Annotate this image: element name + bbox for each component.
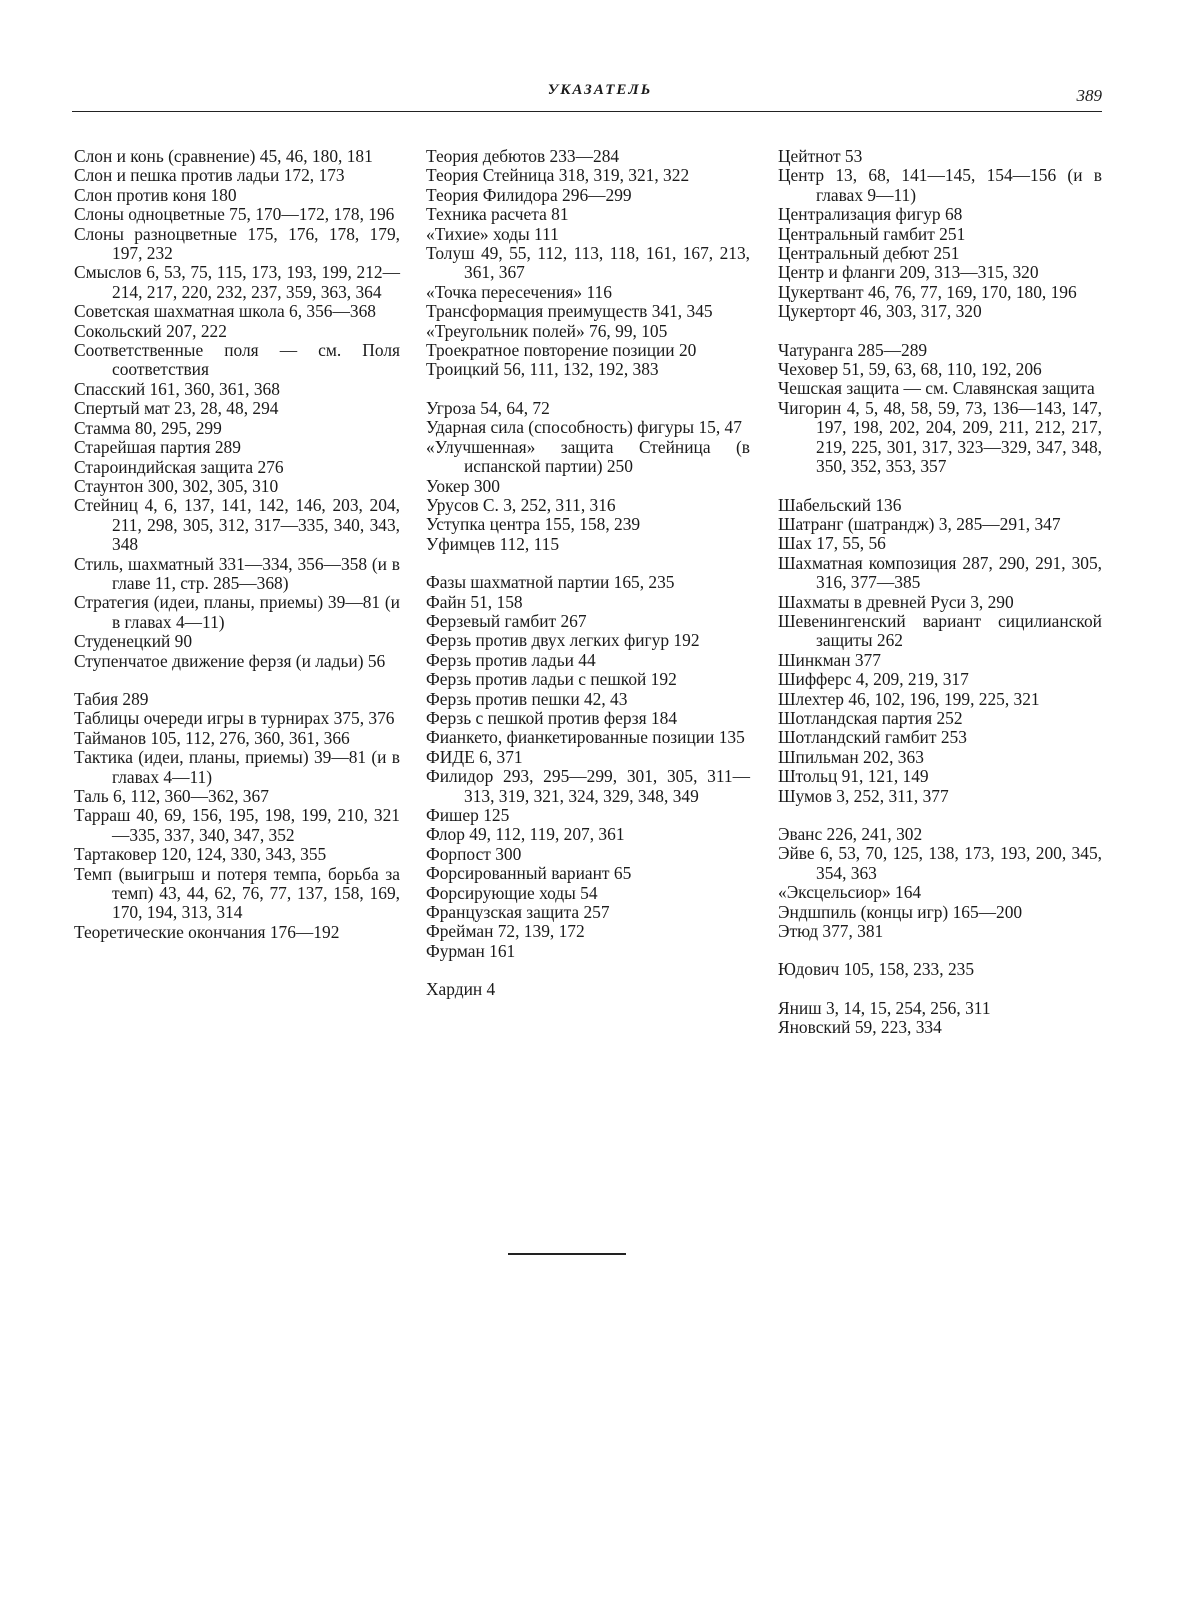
index-column-2 <box>426 147 750 1000</box>
index-entry: Шпильман 202, 363 <box>778 746 924 767</box>
index-entry: Таль 6, 112, 360—362, 367 <box>74 786 269 806</box>
index-entry: Чатуранга 285—289 <box>778 339 928 360</box>
index-entry: Яновский 59, 223, 334 <box>778 1017 942 1038</box>
index-entry: Табия 289 <box>74 688 149 709</box>
index-entry: Форпост 300 <box>426 843 522 864</box>
index-entry: «Треугольник полей» 76, 99, 105 <box>426 320 668 341</box>
index-entry: Централизация фигур 68 <box>778 204 963 225</box>
index-entry: Этюд 377, 381 <box>778 921 884 942</box>
index-entry: Филидор 293, 295—299, 301, 305, 311—313, 319, 321, 324, 329, 348, 349 <box>426 766 750 806</box>
index-entry: Таблицы очереди игры в турнирах 375, 376 <box>74 708 395 729</box>
index-entry: «Точка пересечения» 116 <box>426 281 612 302</box>
index-entry: Ферзь против ладьи с пешкой 192 <box>426 669 677 690</box>
index-entry: Фишер 125 <box>426 805 510 825</box>
index-entry: Тарраш 40, 69, 156, 195, 198, 199, 210, 321—335, 337, 340, 347, 352 <box>74 805 400 845</box>
index-entry: Шахматы в древней Руси 3, 290 <box>778 591 1014 612</box>
index-entry: Шифферс 4, 209, 219, 317 <box>778 669 969 690</box>
index-entry: Теоретические окончания 176—192 <box>74 921 340 942</box>
index-entry: Троекратное повторение позиции 20 <box>426 340 697 361</box>
index-entry: «Улучшенная» защита Стейница (в испанской партии) 250 <box>426 436 750 477</box>
index-entry: Шабельский 136 <box>778 494 902 515</box>
index-entry: Эндшпиль (концы игр) 165—200 <box>778 901 1023 922</box>
index-entry: Соответственные поля — см. Поля соответствия <box>74 340 400 380</box>
index-entry: Фианкето, фианкетированные позиции 135 <box>426 727 745 748</box>
index-entry: Файн 51, 158 <box>426 591 523 612</box>
index-entry: Фазы шахматной партии 165, 235 <box>426 572 675 593</box>
index-entry: Хардин 4 <box>426 979 496 1000</box>
index-entry: Уфимцев 112, 115 <box>426 533 560 554</box>
index-entry: Стамма 80, 295, 299 <box>74 417 222 438</box>
index-entry: Эванс 226, 241, 302 <box>778 824 923 844</box>
index-entry: Чеховер 51, 59, 63, 68, 110, 192, 206 <box>778 359 1042 380</box>
index-entry: Цейтнот 53 <box>778 146 863 166</box>
index-entry: Ферзь против двух легких фигур 192 <box>426 630 700 651</box>
index-entry: Яниш 3, 14, 15, 254, 256, 311 <box>778 997 991 1018</box>
index-entry: Юдович 105, 158, 233, 235 <box>778 959 975 980</box>
index-entry: Тактика (идеи, планы, приемы) 39—81 (и в главах 4—11) <box>74 747 400 787</box>
index-entry: Ферзь с пешкой против ферзя 184 <box>426 707 678 728</box>
index-entry: Урусов С. 3, 252, 311, 316 <box>426 494 616 515</box>
index-entry: Сокольский 207, 222 <box>74 320 227 341</box>
index-entry: «Эксцельсиор» 164 <box>778 882 922 903</box>
index-entry: Флор 49, 112, 119, 207, 361 <box>426 824 625 845</box>
index-entry: Стейниц 4, 6, 137, 141, 142, 146, 203, 204, 211, 298, 305, 312, 317—335, 340, 343, 348 <box>74 495 400 555</box>
index-entry: Цукертвант 46, 76, 77, 169, 170, 180, 196 <box>778 281 1077 302</box>
index-entry: Старейшая партия 289 <box>74 437 241 458</box>
index-entry: Шах 17, 55, 56 <box>778 533 886 554</box>
header-rule <box>72 111 1102 112</box>
index-entry: Чигорин 4, 5, 48, 58, 59, 73, 136—143, 147, 197, 198, 202, 204, 209, 211, 212, 217, 219, 225, 301, 317, 323—329, 347, 348, 350, 352, 353, 357 <box>778 397 1102 477</box>
index-entry: Тайманов 105, 112, 276, 360, 361, 366 <box>74 727 350 748</box>
index-entry: Студенецкий 90 <box>74 631 193 652</box>
index-entry: Штольц 91, 121, 149 <box>778 766 929 787</box>
index-entry: «Тихие» ходы 111 <box>426 223 559 244</box>
index-entry: ФИДЕ 6, 371 <box>426 746 523 767</box>
index-entry: Эйве 6, 53, 70, 125, 138, 173, 193, 200, 345, 354, 363 <box>778 843 1102 883</box>
index-entry: Ударная сила (способность) фигуры 15, 47 <box>426 417 742 438</box>
index-entry: Слоны разноцветные 175, 176, 178, 179, 197, 232 <box>74 223 400 264</box>
index-entry: Ступенчатое движение ферзя (и ладьи) 56 <box>74 650 386 671</box>
index-entry: Советская шахматная школа 6, 356—368 <box>74 301 376 322</box>
running-head <box>0 82 1200 104</box>
index-entry: Центр 13, 68, 141—145, 154—156 (и в главах 9—11) <box>778 165 1102 205</box>
index-entry: Ферзевый гамбит 267 <box>426 610 587 631</box>
index-entry: Тартаковер 120, 124, 330, 343, 355 <box>74 844 327 865</box>
index-entry: Форсирующие ходы 54 <box>426 882 598 903</box>
index-entry: Теория Филидора 296—299 <box>426 184 632 205</box>
index-entry: Техника расчета 81 <box>426 204 569 225</box>
index-entry: Темп (выигрыш и потеря темпа, борьба за темп) 43, 44, 62, 76, 77, 137, 158, 169, 170, 194, 313, 314 <box>74 863 400 923</box>
index-entry: Шатранг (шатрандж) 3, 285—291, 347 <box>778 513 1061 534</box>
index-entry: Теория дебютов 233—284 <box>426 146 620 166</box>
index-entry: Уступка центра 155, 158, 239 <box>426 514 641 535</box>
index-entry: Центр и фланги 209, 313—315, 320 <box>778 262 1039 283</box>
running-title: УКАЗАТЕЛЬ <box>547 82 653 98</box>
index-entry: Шлехтер 46, 102, 196, 199, 225, 321 <box>778 688 1040 709</box>
index-entry: Трансформация преимуществ 341, 345 <box>426 301 713 322</box>
index-entry: Стаунтон 300, 302, 305, 310 <box>74 475 279 496</box>
index-entry: Смыслов 6, 53, 75, 115, 173, 193, 199, 212—214, 217, 220, 232, 237, 359, 363, 364 <box>74 262 400 302</box>
index-entry: Толуш 49, 55, 112, 113, 118, 161, 167, 213, 361, 367 <box>426 243 750 283</box>
index-entry: Троицкий 56, 111, 132, 192, 383 <box>426 359 659 380</box>
index-entry: Ферзь против ладьи 44 <box>426 649 596 670</box>
index-entry: Шумов 3, 252, 311, 377 <box>778 785 949 806</box>
index-column-1 <box>74 147 400 942</box>
index-entry: Слоны одноцветные 75, 170—172, 178, 196 <box>74 204 395 225</box>
index-entry: Фурман 161 <box>426 940 516 961</box>
index-entry: Шевенингенский вариант сицилианской защиты 262 <box>778 610 1102 651</box>
index-entry: Центральный дебют 251 <box>778 243 960 264</box>
index-entry: Чешская защита — см. Славянская защита <box>778 378 1095 399</box>
index-entry: Цукерторт 46, 303, 317, 320 <box>778 301 982 322</box>
index-entry: Уокер 300 <box>426 475 500 496</box>
index-entry: Французская защита 257 <box>426 902 610 923</box>
index-entry: Шотландский гамбит 253 <box>778 727 967 748</box>
end-rule <box>508 1253 626 1255</box>
index-entry: Угроза 54, 64, 72 <box>426 397 550 418</box>
index-entry: Стратегия (идеи, планы, приемы) 39—81 (и в главах 4—11) <box>74 592 400 632</box>
index-entry: Стиль, шахматный 331—334, 356—358 (и в главе 11, стр. 285—368) <box>74 553 400 593</box>
index-entry: Ферзь против пешки 42, 43 <box>426 688 628 709</box>
index-entry: Слон против коня 180 <box>74 184 237 205</box>
index-entry: Форсированный вариант 65 <box>426 863 632 884</box>
index-entry: Спертый мат 23, 28, 48, 294 <box>74 398 279 419</box>
index-entry: Спасский 161, 360, 361, 368 <box>74 378 280 399</box>
index-entry: Фрейман 72, 139, 172 <box>426 921 585 942</box>
index-entry: Шахматная композиция 287, 290, 291, 305, 316, 377—385 <box>778 552 1102 593</box>
index-entry: Слон и конь (сравнение) 45, 46, 180, 181 <box>74 146 373 166</box>
index-entry: Шотландская партия 252 <box>778 707 963 728</box>
index-entry: Центральный гамбит 251 <box>778 223 966 244</box>
index-column-3 <box>778 147 1102 1038</box>
index-entry: Слон и пешка против ладьи 172, 173 <box>74 165 345 186</box>
page-number: 389 <box>1076 86 1102 105</box>
index-entry: Теория Стейница 318, 319, 321, 322 <box>426 165 690 186</box>
index-entry: Староиндийская защита 276 <box>74 456 284 477</box>
index-entry: Шинкман 377 <box>778 649 881 670</box>
